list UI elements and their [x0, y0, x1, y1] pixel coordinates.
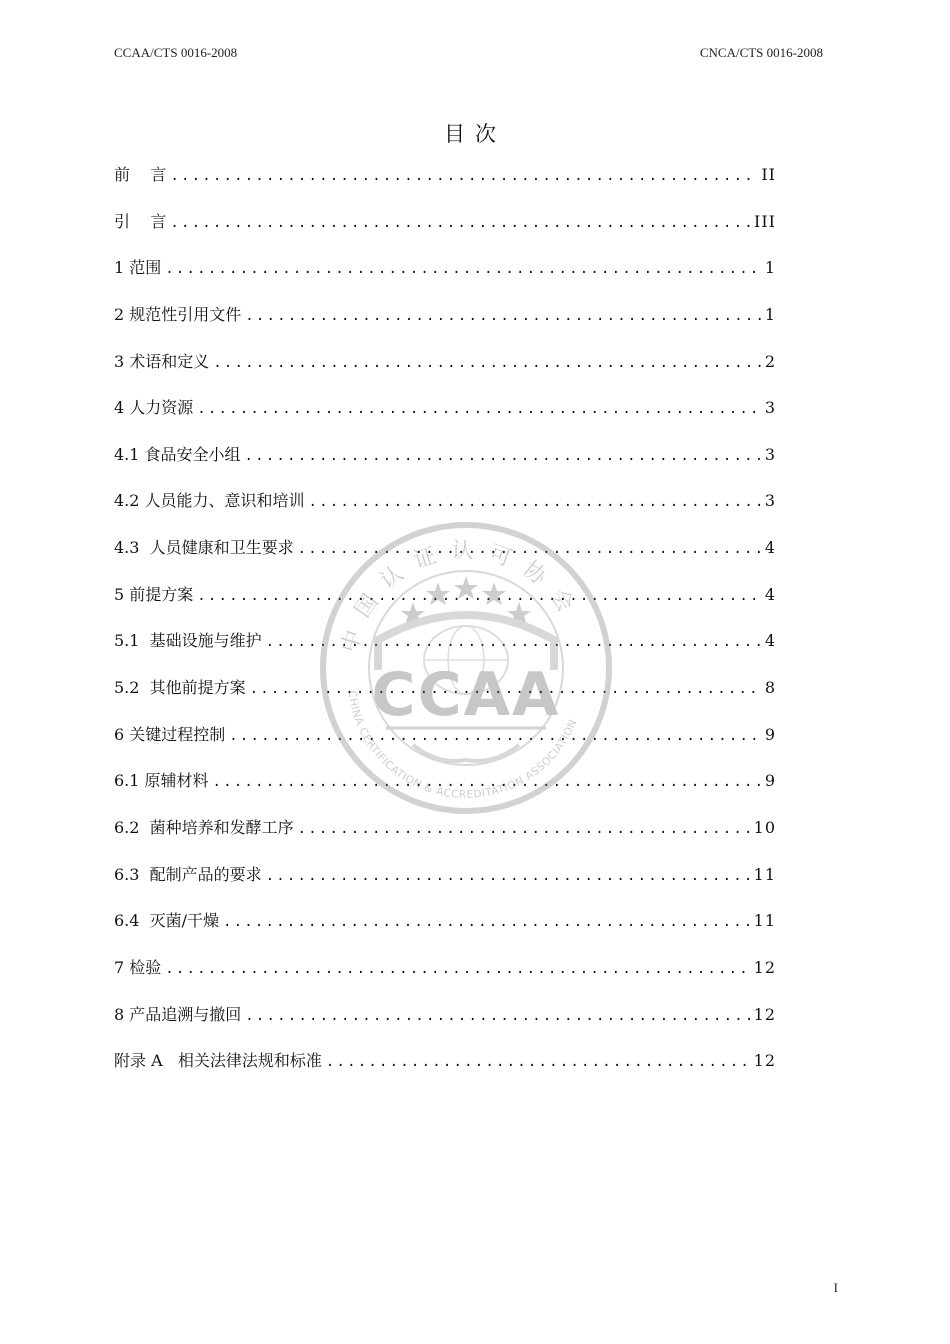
toc-entry[interactable]: [114, 347, 776, 394]
toc-entry-label: 7 检验: [114, 957, 162, 977]
toc-entry-page: 4: [764, 538, 776, 558]
toc-entry-label: 6.1 原辅材料: [114, 771, 209, 791]
toc-leader-dots: [298, 534, 761, 564]
toc-entry-page: 12: [753, 957, 776, 977]
toc-entry-page: III: [754, 211, 776, 231]
toc-entry[interactable]: [114, 207, 776, 254]
toc-entry-page: 11: [753, 911, 776, 931]
toc-entry[interactable]: [114, 486, 776, 533]
toc-entry-label: 3 术语和定义: [114, 351, 210, 371]
toc-entry-label: 8 产品追溯与撤回: [114, 1004, 242, 1024]
toc-entry[interactable]: [114, 813, 776, 860]
toc-entry[interactable]: [114, 766, 776, 813]
toc-entry-page: 10: [753, 817, 776, 837]
toc-entry-label: 2 规范性引用文件: [114, 304, 242, 324]
toc-entry[interactable]: [114, 160, 776, 207]
toc-entry[interactable]: [114, 440, 776, 487]
toc-leader-dots: [326, 1047, 750, 1077]
toc-entry[interactable]: [114, 1000, 776, 1047]
toc-entry-label: 5 前提方案: [114, 584, 194, 604]
toc-entry[interactable]: [114, 580, 776, 627]
toc-entry[interactable]: [114, 253, 776, 300]
toc-leader-dots: [197, 394, 761, 424]
toc-leader-dots: [229, 721, 761, 751]
toc-entry-label: 4.3 人员健康和卫生要求: [114, 538, 294, 558]
toc-leader-dots: [170, 208, 750, 238]
toc-entry[interactable]: [114, 533, 776, 580]
toc-entry-page: 2: [764, 351, 776, 371]
toc-entry-page: 12: [753, 1004, 776, 1024]
toc-entry-label: 引 言: [114, 211, 167, 231]
toc-leader-dots: [266, 627, 761, 657]
toc-entry[interactable]: [114, 393, 776, 440]
toc-entry[interactable]: [114, 626, 776, 673]
seal-top-text: 中国认证认可协会: [337, 538, 586, 656]
toc-entry-page: 3: [764, 398, 776, 418]
toc-entry-page: 9: [764, 724, 776, 744]
toc-entry-label: 5.1 基础设施与维护: [114, 631, 262, 651]
table-of-contents: [114, 160, 776, 1093]
toc-entry-page: 9: [764, 771, 776, 791]
toc-leader-dots: [213, 767, 761, 797]
toc-entry[interactable]: [114, 953, 776, 1000]
toc-entry-label: 5.2 其他前提方案: [114, 678, 246, 698]
header-left-code: CCAA/CTS 0016-2008: [114, 45, 238, 60]
toc-entry-label: 6.3 配制产品的要求: [114, 864, 262, 884]
toc-leader-dots: [170, 161, 757, 191]
toc-leader-dots: [245, 301, 761, 331]
toc-entry[interactable]: [114, 1046, 776, 1093]
toc-leader-dots: [309, 487, 761, 517]
toc-leader-dots: [266, 861, 750, 891]
toc-entry-label: 4 人力资源: [114, 398, 194, 418]
toc-entry-label: 4.1 食品安全小组: [114, 444, 241, 464]
page-number: I: [833, 1280, 838, 1295]
toc-entry-label: 6.4 灭菌/干燥: [114, 911, 220, 931]
toc-leader-dots: [223, 907, 750, 937]
toc-leader-dots: [245, 441, 761, 471]
toc-leader-dots: [213, 348, 761, 378]
toc-entry-page: 3: [764, 444, 776, 464]
seal-logo-text: CCAA: [371, 660, 561, 730]
toc-leader-dots: [298, 814, 750, 844]
toc-entry-label: 4.2 人员能力、意识和培训: [114, 491, 305, 511]
toc-entry[interactable]: [114, 300, 776, 347]
toc-entry-page: 8: [764, 678, 776, 698]
toc-entry-label: 附录 A 相关法律法规和标准: [114, 1051, 322, 1071]
toc-entry-page: 12: [753, 1051, 776, 1071]
toc-entry-label: 6.2 菌种培养和发酵工序: [114, 817, 294, 837]
toc-entry-page: II: [761, 165, 776, 184]
toc-entry[interactable]: [114, 673, 776, 720]
toc-entry-page: 4: [764, 631, 776, 651]
toc-leader-dots: [197, 581, 761, 611]
toc-entry-page: 1: [764, 258, 776, 278]
toc-entry[interactable]: [114, 860, 776, 907]
toc-entry[interactable]: [114, 906, 776, 953]
toc-leader-dots: [165, 954, 749, 984]
toc-entry-label: 前 言: [114, 165, 167, 184]
toc-entry-label: 6 关键过程控制: [114, 724, 226, 744]
toc-entry[interactable]: [114, 720, 776, 767]
toc-leader-dots: [250, 674, 761, 704]
header-right-code: CNCA/CTS 0016-2008: [699, 45, 823, 60]
toc-entry-page: 3: [764, 491, 776, 511]
toc-leader-dots: [165, 254, 761, 284]
toc-entry-label: 1 范围: [114, 258, 162, 278]
seal-bottom-text: CHINA CERTIFICATION & ACCREDITATION ASSOCIATION: [345, 689, 580, 802]
toc-entry-page: 1: [764, 304, 776, 324]
page-title: 目次: [444, 122, 506, 146]
toc-leader-dots: [245, 1001, 749, 1031]
toc-entry-page: 11: [753, 864, 776, 884]
toc-entry-page: 4: [764, 584, 776, 604]
